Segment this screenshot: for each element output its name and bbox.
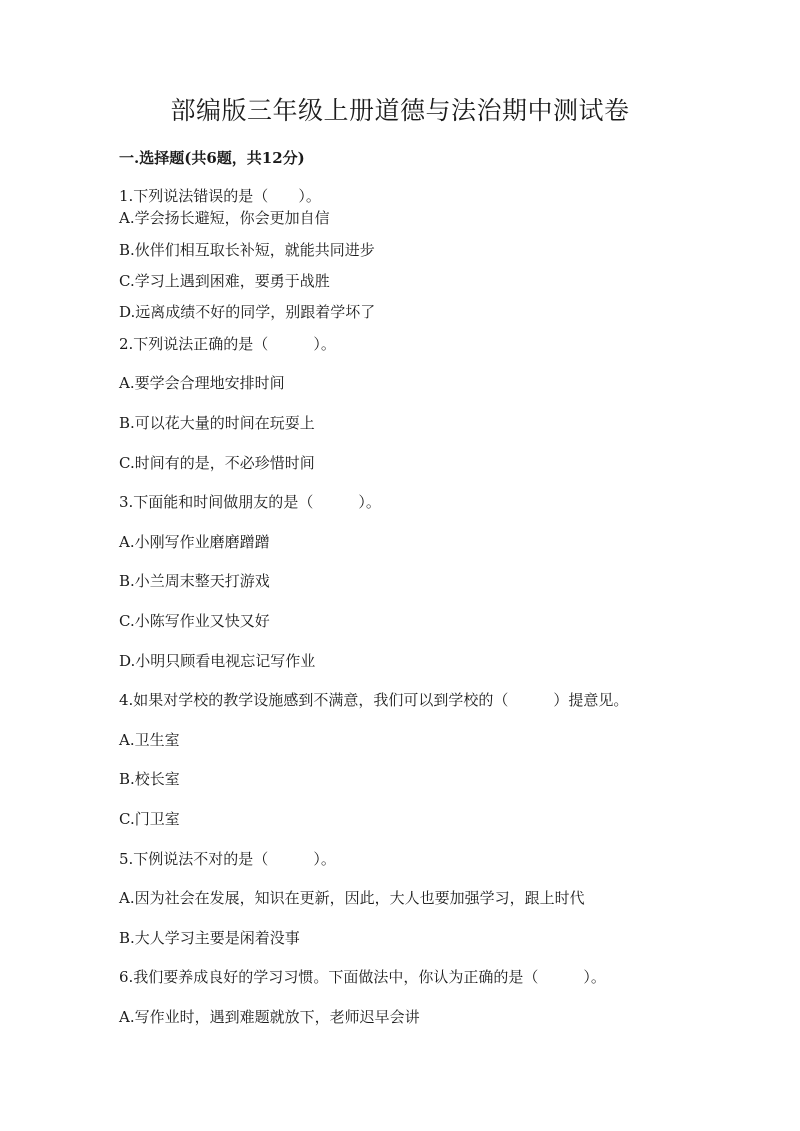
question-4-option-c: C.门卫室 [119, 810, 180, 828]
question-5-option-a: A.因为社会在发展，知识在更新，因此，大人也要加强学习，跟上时代 [119, 889, 585, 907]
question-3-option-b: B.小兰周末整天打游戏 [119, 572, 270, 590]
question-5-stem: 5.下例说法不对的是（ ）。 [119, 850, 336, 868]
question-4-option-a: A.卫生室 [119, 731, 180, 749]
section-heading: 一.选择题(共6题，共12分) [119, 149, 305, 167]
question-1-option-c: C.学习上遇到困难，要勇于战胜 [119, 272, 330, 290]
question-2-option-c: C.时间有的是，不必珍惜时间 [119, 454, 315, 472]
question-3-option-a: A.小刚写作业磨磨蹭蹭 [119, 533, 270, 551]
question-2-option-b: B.可以花大量的时间在玩耍上 [119, 414, 315, 432]
question-4-option-b: B.校长室 [119, 770, 180, 788]
question-1-option-b: B.伙伴们相互取长补短，就能共同进步 [119, 241, 375, 259]
question-6-option-a: A.写作业时，遇到难题就放下，老师迟早会讲 [119, 1008, 420, 1026]
question-3-option-c: C.小陈写作业又快又好 [119, 612, 270, 630]
question-1-option-a: A.学会扬长避短，你会更加自信 [119, 209, 330, 227]
question-1-option-d: D.远离成绩不好的同学，别跟着学坏了 [119, 303, 376, 321]
question-2-option-a: A.要学会合理地安排时间 [119, 374, 285, 392]
question-5-option-b: B.大人学习主要是闲着没事 [119, 929, 300, 947]
question-3-stem: 3.下面能和时间做朋友的是（ ）。 [119, 493, 381, 511]
exam-title: 部编版三年级上册道德与法治期中测试卷 [170, 96, 630, 125]
question-2-stem: 2.下列说法正确的是（ ）。 [119, 335, 336, 353]
question-3-option-d: D.小明只顾看电视忘记写作业 [119, 652, 316, 670]
question-4-stem: 4.如果对学校的教学设施感到不满意，我们可以到学校的（ ）提意见。 [119, 691, 629, 709]
question-6-stem: 6.我们要养成良好的学习习惯。下面做法中，你认为正确的是（ ）。 [119, 968, 606, 986]
question-1-stem: 1.下列说法错误的是（ ）。 [119, 187, 321, 205]
